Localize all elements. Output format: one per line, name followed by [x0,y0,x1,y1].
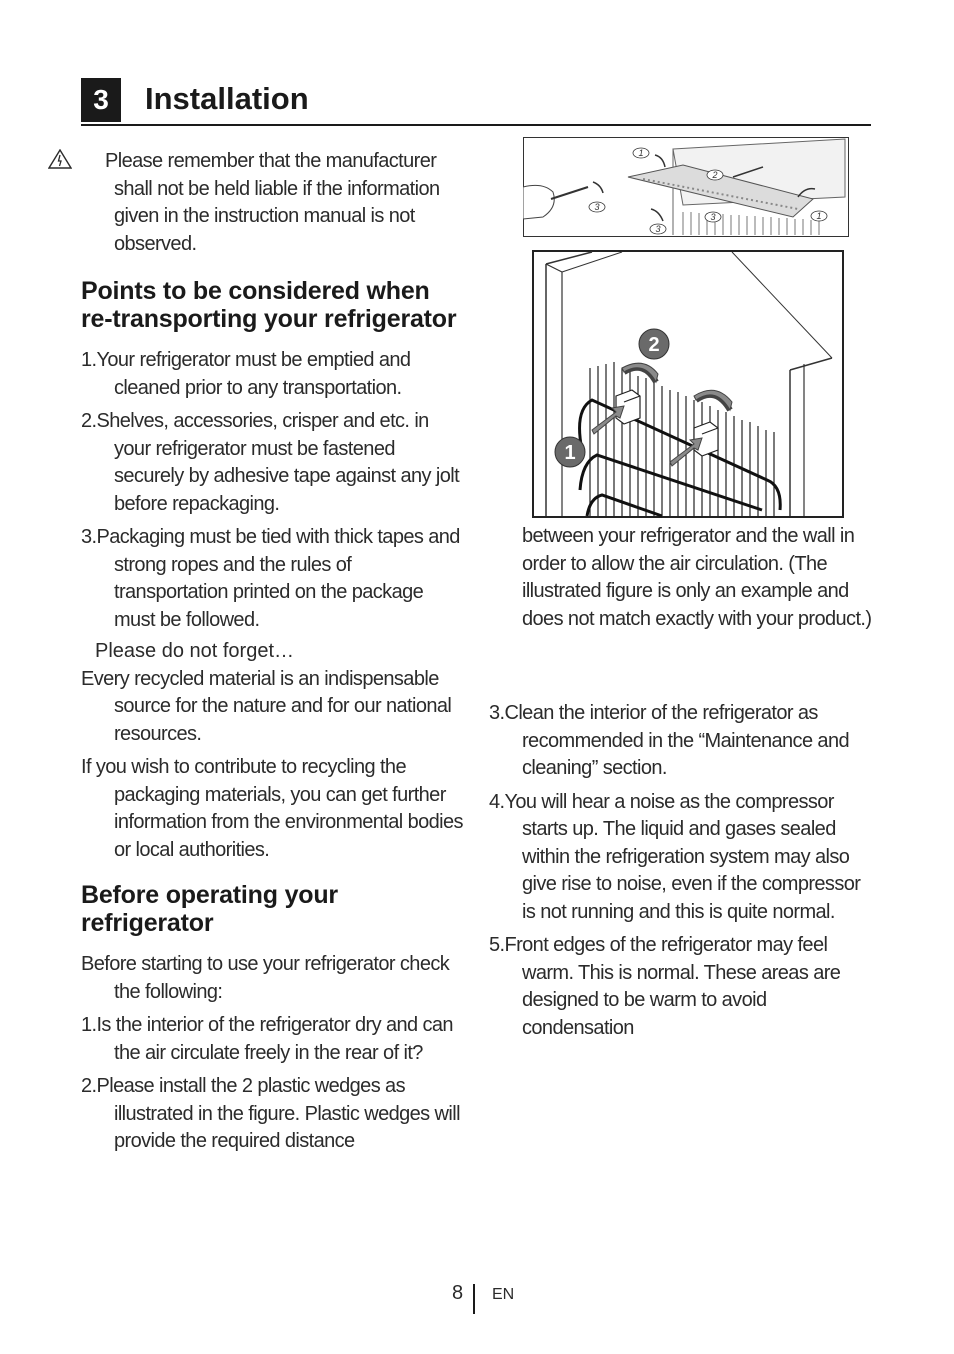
list-item: 2.Shelves, accessories, crisper and etc. in your refrigerator must be fastened securely by adhesive tape against any jolt before repackaging. [81,410,460,515]
warning-triangle-icon [81,149,105,169]
intro-text: Before starting to use your refrigerator check the following: [81,953,450,1003]
right-column-list [489,700,874,1042]
figure-top [523,137,849,237]
footer-divider [473,1284,475,1314]
list-item: 1.Is the interior of the refrigerator dry and can the air circulate freely in the rear of it? [81,1014,453,1064]
language-code: EN [492,1286,515,1303]
figure-label: 1 [564,442,576,464]
list-item: 5.Front edges of the refrigerator may feel warm. This is normal. These areas are designed to be warm to avoid condensation [489,934,841,1039]
left-column [81,148,466,1156]
section-heading-operating: Before operating your refrigerator [81,881,338,937]
continuation-text: between your refrigerator and the wall in order to allow the air circulation. (The illustrated figure is only an example and does not match exactly with your product.) [522,525,872,630]
list-item: 4.You will hear a noise as the compressor starts up. The liquid and gases sealed within the refrigeration system may also give rise to noise, even if the compressor is not running and this is quite normal. [489,790,861,923]
figure-label: 1 [816,211,822,221]
figure-label: 2 [712,170,718,180]
figure-label: 3 [594,202,600,212]
note-item: Every recycled material is an indispensable source for the nature and for our national resources. [81,667,452,745]
list-item: 2.Please install the 2 plastic wedges as illustrated in the figure. Plastic wedges will provide the required distance [81,1075,460,1152]
page-number: 8 [452,1282,464,1304]
reminder-heading: Please do not forget… [95,640,295,662]
list-item: 3.Packaging must be tied with thick tapes and strong ropes and the rules of transportation printed on the package must be followed. [81,526,460,631]
chapter-title: Installation [145,81,309,116]
warning-text: Please remember that the manufacturer shall not be held liable if the information given in the instruction manual is not observed. [105,150,440,255]
figure-wedges [532,250,844,518]
list-item: 1.Your refrigerator must be emptied and cleaned prior to any transportation. [81,349,411,399]
figure-label: 3 [710,212,716,222]
chapter-number: 3 [81,78,121,122]
figure-label: 1 [638,148,644,158]
list-item: 3.Clean the interior of the refrigerator as recommended in the “Maintenance and cleaning” section. [489,702,849,779]
chapter-header [81,78,871,126]
figure-label: 2 [648,334,660,356]
page-footer [0,1282,954,1316]
right-column-continuation [489,523,874,633]
figure-label: 3 [655,224,661,234]
note-item: If you wish to contribute to recycling the packaging materials, you can get further information from the environmental bodies or local authorities. [81,756,463,861]
section-heading-transport: Points to be considered when re-transporting your refrigerator [81,277,457,333]
warning-note [81,148,466,258]
